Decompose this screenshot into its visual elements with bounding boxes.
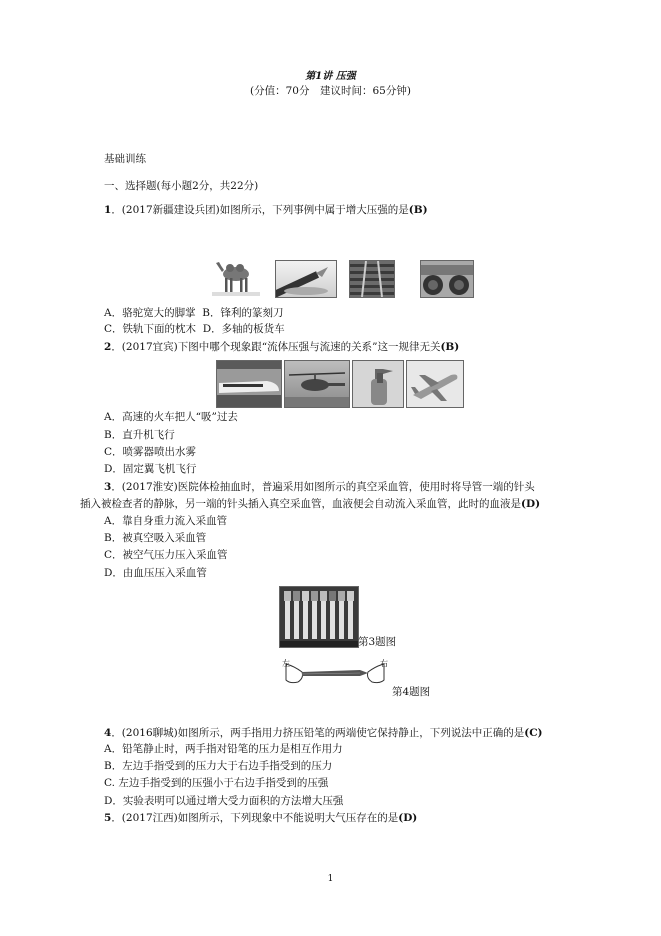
section-name: 基础训练: [104, 153, 146, 165]
option-b: B．左边手指受到的压力大于右边手指受到的压力: [104, 760, 333, 772]
pencil-fingers-icon: [280, 656, 390, 692]
helicopter-image: [284, 360, 350, 408]
option-c: C．被空气压力压入采血管: [104, 549, 228, 561]
option-a: A．骆驼宽大的脚掌: [104, 307, 196, 319]
question-text: ．(2017江西)如图所示，下列现象中不能说明大气压存在的是: [111, 812, 399, 824]
rail-sleepers-image: [349, 260, 395, 298]
question-number: 1: [104, 204, 112, 216]
page-title: 第1讲 压强: [305, 71, 356, 82]
helicopter-icon: [285, 361, 349, 407]
truck-icon: [421, 261, 473, 297]
question-4: [104, 726, 543, 740]
question-1: [104, 203, 428, 217]
blood-tubes-image: [279, 586, 359, 648]
carving-knife-image: [275, 260, 337, 298]
sprayer-image: [352, 360, 404, 408]
option-a: A．高速的火车把人“吸”过去: [104, 411, 238, 423]
option-b: B．锋利的篆刻刀: [202, 307, 284, 319]
right-label: 右: [380, 659, 388, 668]
airplane-icon: [407, 361, 463, 407]
section-part: 一、选择题(每小题2分，共22分): [104, 180, 259, 192]
option-c: C．铁轨下面的枕木: [104, 323, 197, 335]
train-icon: [217, 361, 281, 407]
question-2: [104, 340, 459, 354]
carving-knife-icon: [276, 261, 336, 297]
test-tubes-icon: [280, 587, 358, 647]
question-number: 2: [104, 341, 112, 353]
option-b: B．被真空吸入采血管: [104, 532, 207, 544]
question-3-line1: [104, 480, 535, 494]
option-c: C. 左边手指受到的压强小于右边手指受到的压强: [104, 777, 329, 789]
spray-bottle-icon: [353, 361, 403, 407]
airplane-image: [406, 360, 464, 408]
question-text: ．(2017新疆建设兵团)如图所示，下列事例中属于增大压强的是: [111, 204, 409, 216]
page-number: 1: [327, 874, 334, 884]
question-text: ．(2016聊城)如图所示，两手指用力挤压铅笔的两端使它保持静止，下列说法中正确的是: [111, 727, 525, 739]
question-number: 4: [104, 727, 112, 739]
option-c: C．喷雾器喷出水雾: [104, 446, 197, 458]
page-subtitle: (分值：70分 建议时间：65分钟): [250, 85, 411, 97]
question-answer: (C): [524, 727, 543, 739]
option-d: D．由血压压入采血管: [104, 567, 207, 579]
question-text: ．(2017淮安)医院体检抽血时，普遍采用如图所示的真空采血管，使用时将导管一端的针头: [111, 481, 535, 493]
figure-3-caption: 第3题图: [358, 636, 397, 648]
question-answer: (B): [440, 341, 460, 353]
truck-image: [420, 260, 474, 298]
camel-image: [212, 260, 260, 296]
question-answer: (B): [408, 204, 428, 216]
option-b: B．直升机飞行: [104, 429, 175, 441]
question-answer: (D): [521, 498, 541, 510]
left-label: 左: [282, 659, 290, 668]
question-1-options-row2: [104, 322, 285, 336]
question-1-options-row1: [104, 306, 284, 320]
question-answer: (D): [398, 812, 418, 824]
question-text: ．(2017宜宾)下图中哪个现象跟“流体压强与流速的关系”这一规律无关: [111, 341, 441, 353]
question-number: 3: [104, 481, 112, 493]
option-d: D．固定翼飞机飞行: [104, 463, 197, 475]
option-d: D．多轴的板货车: [202, 323, 285, 335]
question-number: 5: [104, 812, 112, 824]
high-speed-train-image: [216, 360, 282, 408]
figure-4-caption: 第4题图: [392, 686, 431, 698]
pencil-figure: [280, 656, 390, 692]
question-3-line2: [80, 497, 540, 511]
question-text: 插入被检查者的静脉，另一端的针头插入真空采血管，血液便会自动流入采血管，此时的血液是: [80, 498, 521, 510]
option-a: A．靠自身重力流入采血管: [104, 515, 228, 527]
railway-icon: [350, 261, 394, 297]
camel-icon: [212, 260, 260, 296]
option-d: D．实验表明可以通过增大受力面积的方法增大压强: [104, 795, 344, 807]
option-a: A．铅笔静止时，两手指对铅笔的压力是相互作用力: [104, 743, 343, 755]
question-5: [104, 811, 417, 825]
